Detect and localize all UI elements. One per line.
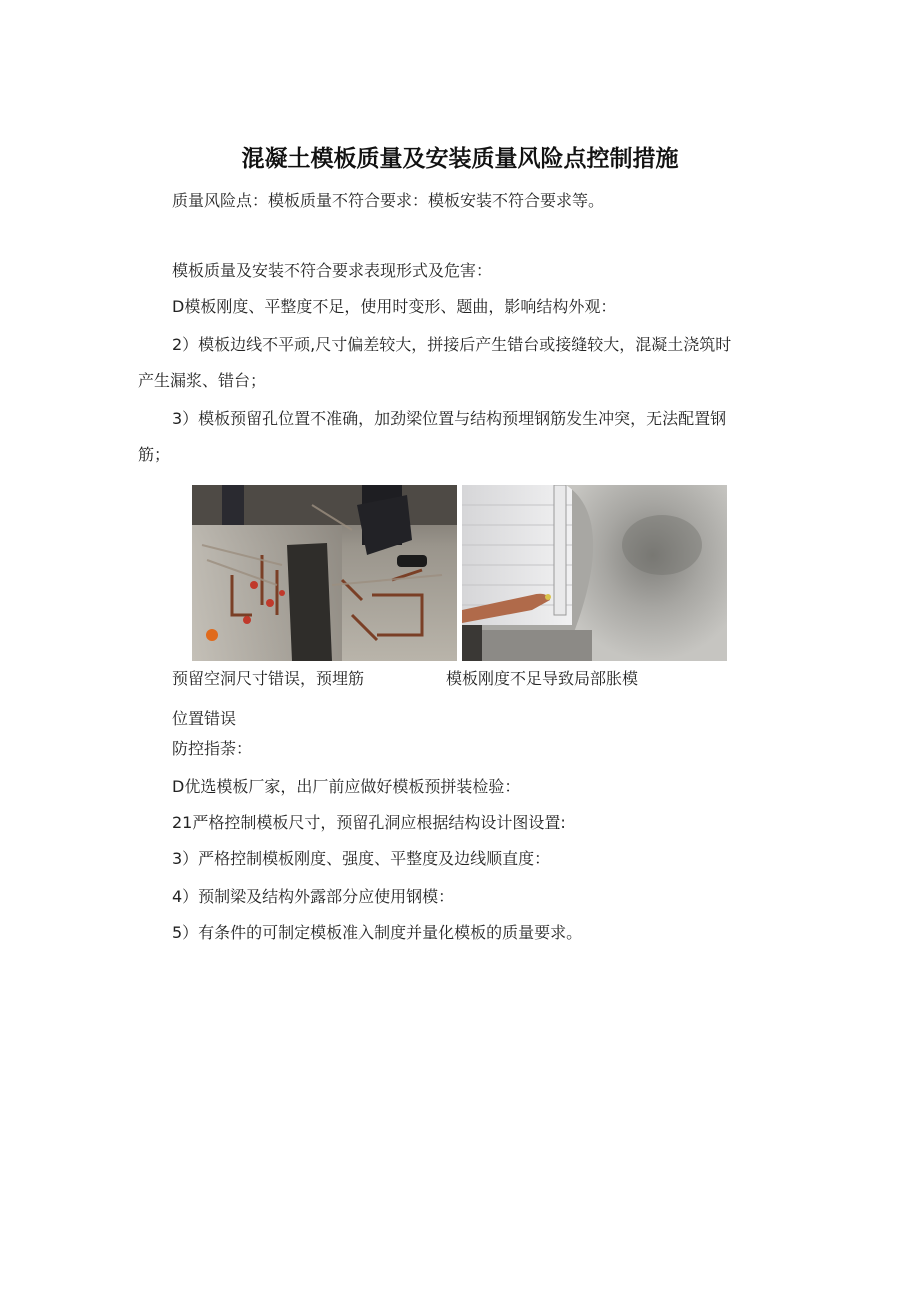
right-photo-caption: 模板刚度不足导致局部胀模	[446, 669, 639, 688]
photo-formwork-bulging	[462, 485, 727, 661]
manifestation-heading: 模板质量及安装不符合要求表现形式及危害：	[172, 261, 493, 280]
manifestation-item-2-line-2: 产生漏浆、错台；	[138, 371, 267, 390]
manifestation-item-1: D模板刚度、平整度不足，使用时变形、题曲，影响结构外观：	[172, 297, 617, 316]
prevention-item-3: 3）严格控制模板刚度、强度、平整度及边线顺直度：	[172, 849, 551, 868]
prevention-item-5: 5）有条件的可制定模板准入制度并量化模板的质量要求。	[172, 923, 583, 942]
prevention-heading: 防控指荼：	[172, 739, 253, 758]
left-photo-caption-line-1: 预留空洞尺寸错误，预埋筋	[172, 669, 365, 688]
prevention-item-4: 4）预制梁及结构外露部分应使用钢模：	[172, 887, 455, 906]
manifestation-item-2-line-1: 2）模板边线不平顽,尺寸偏差较大，拼接后产生错台或接缝较大，混凝土浇筑时	[172, 335, 732, 354]
manifestation-item-3-line-2: 筋；	[138, 445, 171, 464]
photo-preformed-hole-error	[192, 485, 457, 661]
prevention-item-1: D优选模板厂家，出厂前应做好模板预拼装检验：	[172, 777, 521, 796]
manifestation-item-3-line-1: 3）模板预留孔位置不准确，加劲梁位置与结构预埋钢筋发生冲突，无法配置钢	[172, 409, 727, 428]
page-title: 混凝土模板质量及安装质量风险点控制措施	[241, 146, 679, 172]
prevention-item-2: 21严格控制模板尺寸，预留孔洞应根据结构设计图设置:	[172, 813, 566, 832]
left-photo-caption-line-2: 位置错误	[172, 709, 237, 728]
risk-points-paragraph: 质量风险点：模板质量不符合要求：模板安装不符合要求等。	[172, 191, 605, 210]
